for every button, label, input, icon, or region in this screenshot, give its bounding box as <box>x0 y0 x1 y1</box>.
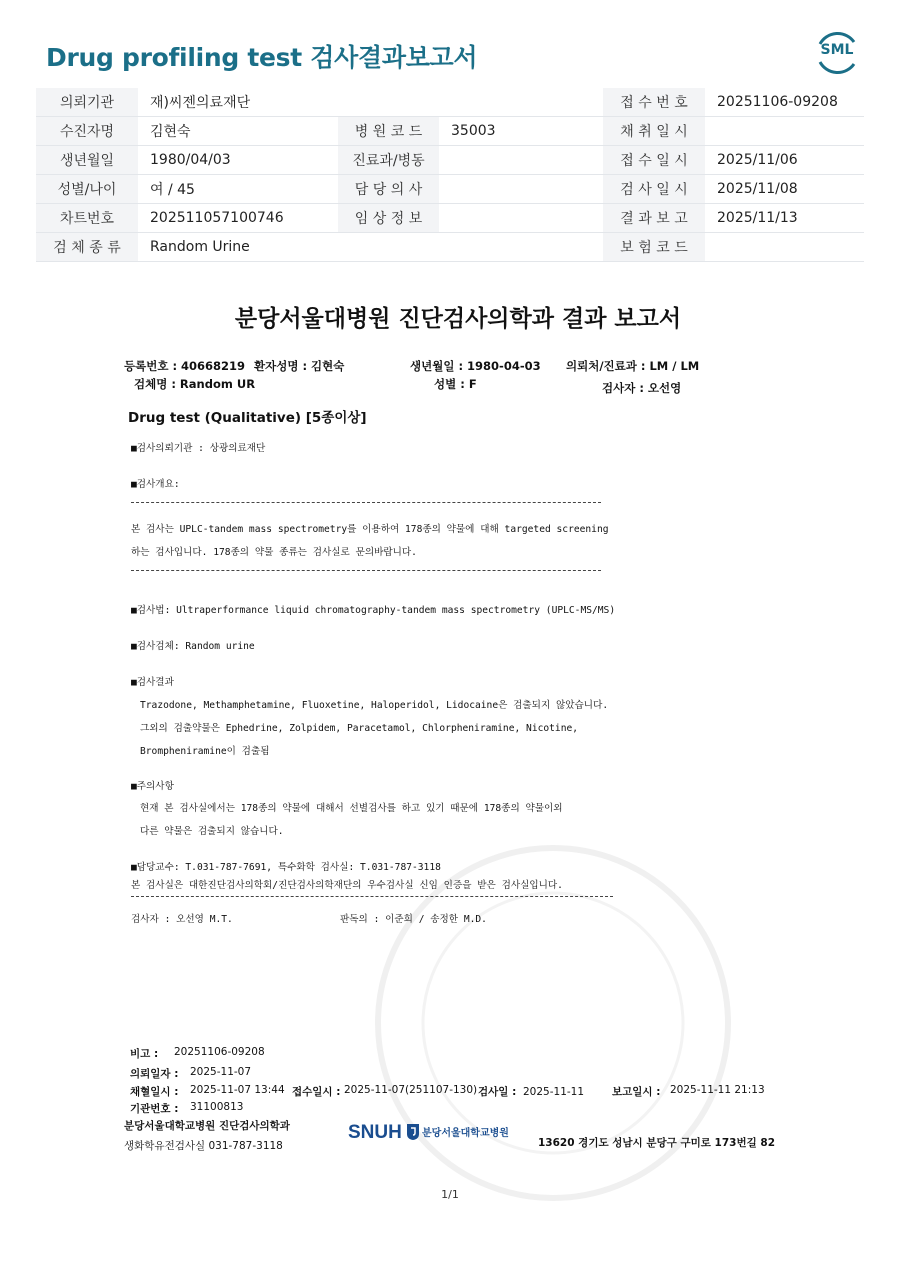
label-cell: 진료과/병동 <box>338 146 439 175</box>
lab-name: 생화학유전검사실 031-787-3118 <box>124 1140 283 1152</box>
requesting-department: 의뢰처/진료과 : LM / LM <box>566 359 700 373</box>
snuh-logo: SNUH <box>348 1122 402 1143</box>
page-title: Drug profiling test 검사결과보고서 <box>46 43 478 72</box>
report-date-value: 2025-11-11 21:13 <box>670 1084 765 1096</box>
notice-line: 현재 본 검사실에서는 178종의 약물에 대해서 선별검사를 하고 있기 때문에 178종의 약물이외 <box>140 803 563 814</box>
value-cell: 김현숙 <box>138 117 338 146</box>
collect-value: 2025-11-07 13:44 <box>190 1084 285 1096</box>
note-label: 비고 : <box>130 1048 159 1060</box>
reader: 판독의 : 이준희 / 송정한 M.D. <box>340 914 487 925</box>
label-cell: 의뢰기관 <box>36 88 138 117</box>
note-value: 20251106-09208 <box>174 1046 265 1058</box>
dashed-divider <box>131 570 601 571</box>
empty-cell <box>439 88 603 117</box>
signer: 검사자 : 오선영 M.T. <box>131 914 233 925</box>
value-cell: 2025/11/13 <box>705 204 864 233</box>
label-cell: 담 당 의 사 <box>338 175 439 204</box>
value-cell: 재)씨젠의료재단 <box>138 88 338 117</box>
value-cell: 2025/11/08 <box>705 175 864 204</box>
value-cell <box>705 117 864 146</box>
label-cell: 검 체 종 류 <box>36 233 138 262</box>
overview-heading: ■검사개요: <box>131 479 180 490</box>
report-title: 분당서울대병원 진단검사의학과 결과 보고서 <box>234 306 682 332</box>
contact-info: ■담당교수: T.031-787-7691, 특수화학 검사실: T.031-787-3118 <box>131 862 441 873</box>
patient-sex: 성별 : F <box>434 377 477 391</box>
dashed-divider <box>131 896 613 897</box>
label-cell: 병 원 코 드 <box>338 117 439 146</box>
label-cell: 채 취 일 시 <box>603 117 705 146</box>
result-line: 그외의 검출약물은 Ephedrine, Zolpidem, Paracetamol, Chlorpheniramine, Nicotine, <box>140 723 579 734</box>
label-cell: 접 수 일 시 <box>603 146 705 175</box>
label-cell: 결 과 보 고 <box>603 204 705 233</box>
value-cell: 1980/04/03 <box>138 146 338 175</box>
scanned-report <box>118 278 775 1198</box>
test-method: ■검사법: Ultraperformance liquid chromatography-tandem mass spectrometry (UPLC-MS/MS) <box>131 605 616 616</box>
value-cell <box>439 175 603 204</box>
institution-number-label: 기관번호 : <box>130 1103 179 1115</box>
sml-logo-text: SML <box>820 42 854 58</box>
value-cell: 여 / 45 <box>138 175 338 204</box>
notice-line: 다른 약물은 검출되지 않습니다. <box>140 826 284 837</box>
snuh-shield-icon <box>406 1123 420 1141</box>
hospital-address: 13620 경기도 성남시 분당구 구미로 173번길 82 <box>538 1137 775 1149</box>
sml-logo <box>812 30 862 76</box>
value-cell <box>705 233 864 262</box>
overview-line: 하는 검사입니다. 178종의 약물 종류는 검사실로 문의바랍니다. <box>131 547 417 558</box>
page-number: 1/1 <box>441 1188 459 1201</box>
value-cell: 20251106-09208 <box>705 88 864 117</box>
table-row <box>36 117 864 146</box>
table-row <box>36 88 864 117</box>
value-cell: 2025/11/06 <box>705 146 864 175</box>
result-line: Brompheniramine이 검출됨 <box>140 746 270 757</box>
result-line: Trazodone, Methamphetamine, Fluoxetine, Haloperidol, Lidocaine은 검출되지 않았습니다. <box>140 700 609 711</box>
certification-note: 본 검사실은 대한진단검사의학회/진단검사의학재단의 우수검사실 신임 인증을 받은 검사실입니다. <box>131 880 563 891</box>
test-date-value: 2025-11-11 <box>523 1086 585 1098</box>
empty-cell <box>338 88 439 117</box>
label-cell: 임 상 정 보 <box>338 204 439 233</box>
department-name: 분당서울대학교병원 진단검사의학과 <box>124 1120 290 1132</box>
info-table <box>36 88 864 262</box>
test-name: Drug test (Qualitative) [5종이상] <box>128 410 367 426</box>
dashed-divider <box>131 502 601 503</box>
patient-name: 환자성명 : 김현숙 <box>254 359 345 373</box>
label-cell: 접 수 번 호 <box>603 88 705 117</box>
request-date-label: 의뢰일자 : <box>130 1068 179 1080</box>
value-cell: Random Urine <box>138 233 338 262</box>
label-cell: 차트번호 <box>36 204 138 233</box>
empty-cell <box>338 233 439 262</box>
label-cell: 보 험 코 드 <box>603 233 705 262</box>
table-row <box>36 204 864 233</box>
receipt-value: 2025-11-07(251107-130) <box>344 1084 478 1096</box>
table-row <box>36 175 864 204</box>
overview-line: 본 검사는 UPLC-tandem mass spectrometry를 이용하여 178종의 약물에 대해 targeted screening <box>131 524 609 535</box>
tester-name: 검사자 : 오선영 <box>602 381 682 395</box>
table-row <box>36 233 864 262</box>
test-date-label: 검사일 : <box>478 1086 517 1098</box>
table-row <box>36 146 864 175</box>
report-date-label: 보고일시 : <box>612 1086 661 1098</box>
value-cell <box>439 146 603 175</box>
label-cell: 성별/나이 <box>36 175 138 204</box>
test-specimen: ■검사검체: Random urine <box>131 641 255 652</box>
collect-label: 채혈일시 : <box>130 1086 179 1098</box>
value-cell: 202511057100746 <box>138 204 338 233</box>
value-cell <box>439 204 603 233</box>
specimen-name: 검체명 : Random UR <box>134 377 256 391</box>
registration-number: 등록번호 : 40668219 <box>124 359 246 373</box>
notice-heading: ■주의사항 <box>131 781 174 792</box>
value-cell: 35003 <box>439 117 603 146</box>
request-date-value: 2025-11-07 <box>190 1066 252 1078</box>
birth-date: 생년월일 : 1980-04-03 <box>410 359 541 373</box>
label-cell: 검 사 일 시 <box>603 175 705 204</box>
empty-cell <box>439 233 603 262</box>
institution-number-value: 31100813 <box>190 1101 244 1113</box>
hospital-seal-watermark <box>368 838 738 1208</box>
label-cell: 생년월일 <box>36 146 138 175</box>
receipt-label: 접수일시 : <box>292 1086 341 1098</box>
requesting-institution: ■검사의뢰기관 : 상광의료재단 <box>131 443 266 454</box>
result-heading: ■검사결과 <box>131 677 174 688</box>
hospital-name: 분당서울대학교병원 <box>422 1128 509 1139</box>
label-cell: 수진자명 <box>36 117 138 146</box>
